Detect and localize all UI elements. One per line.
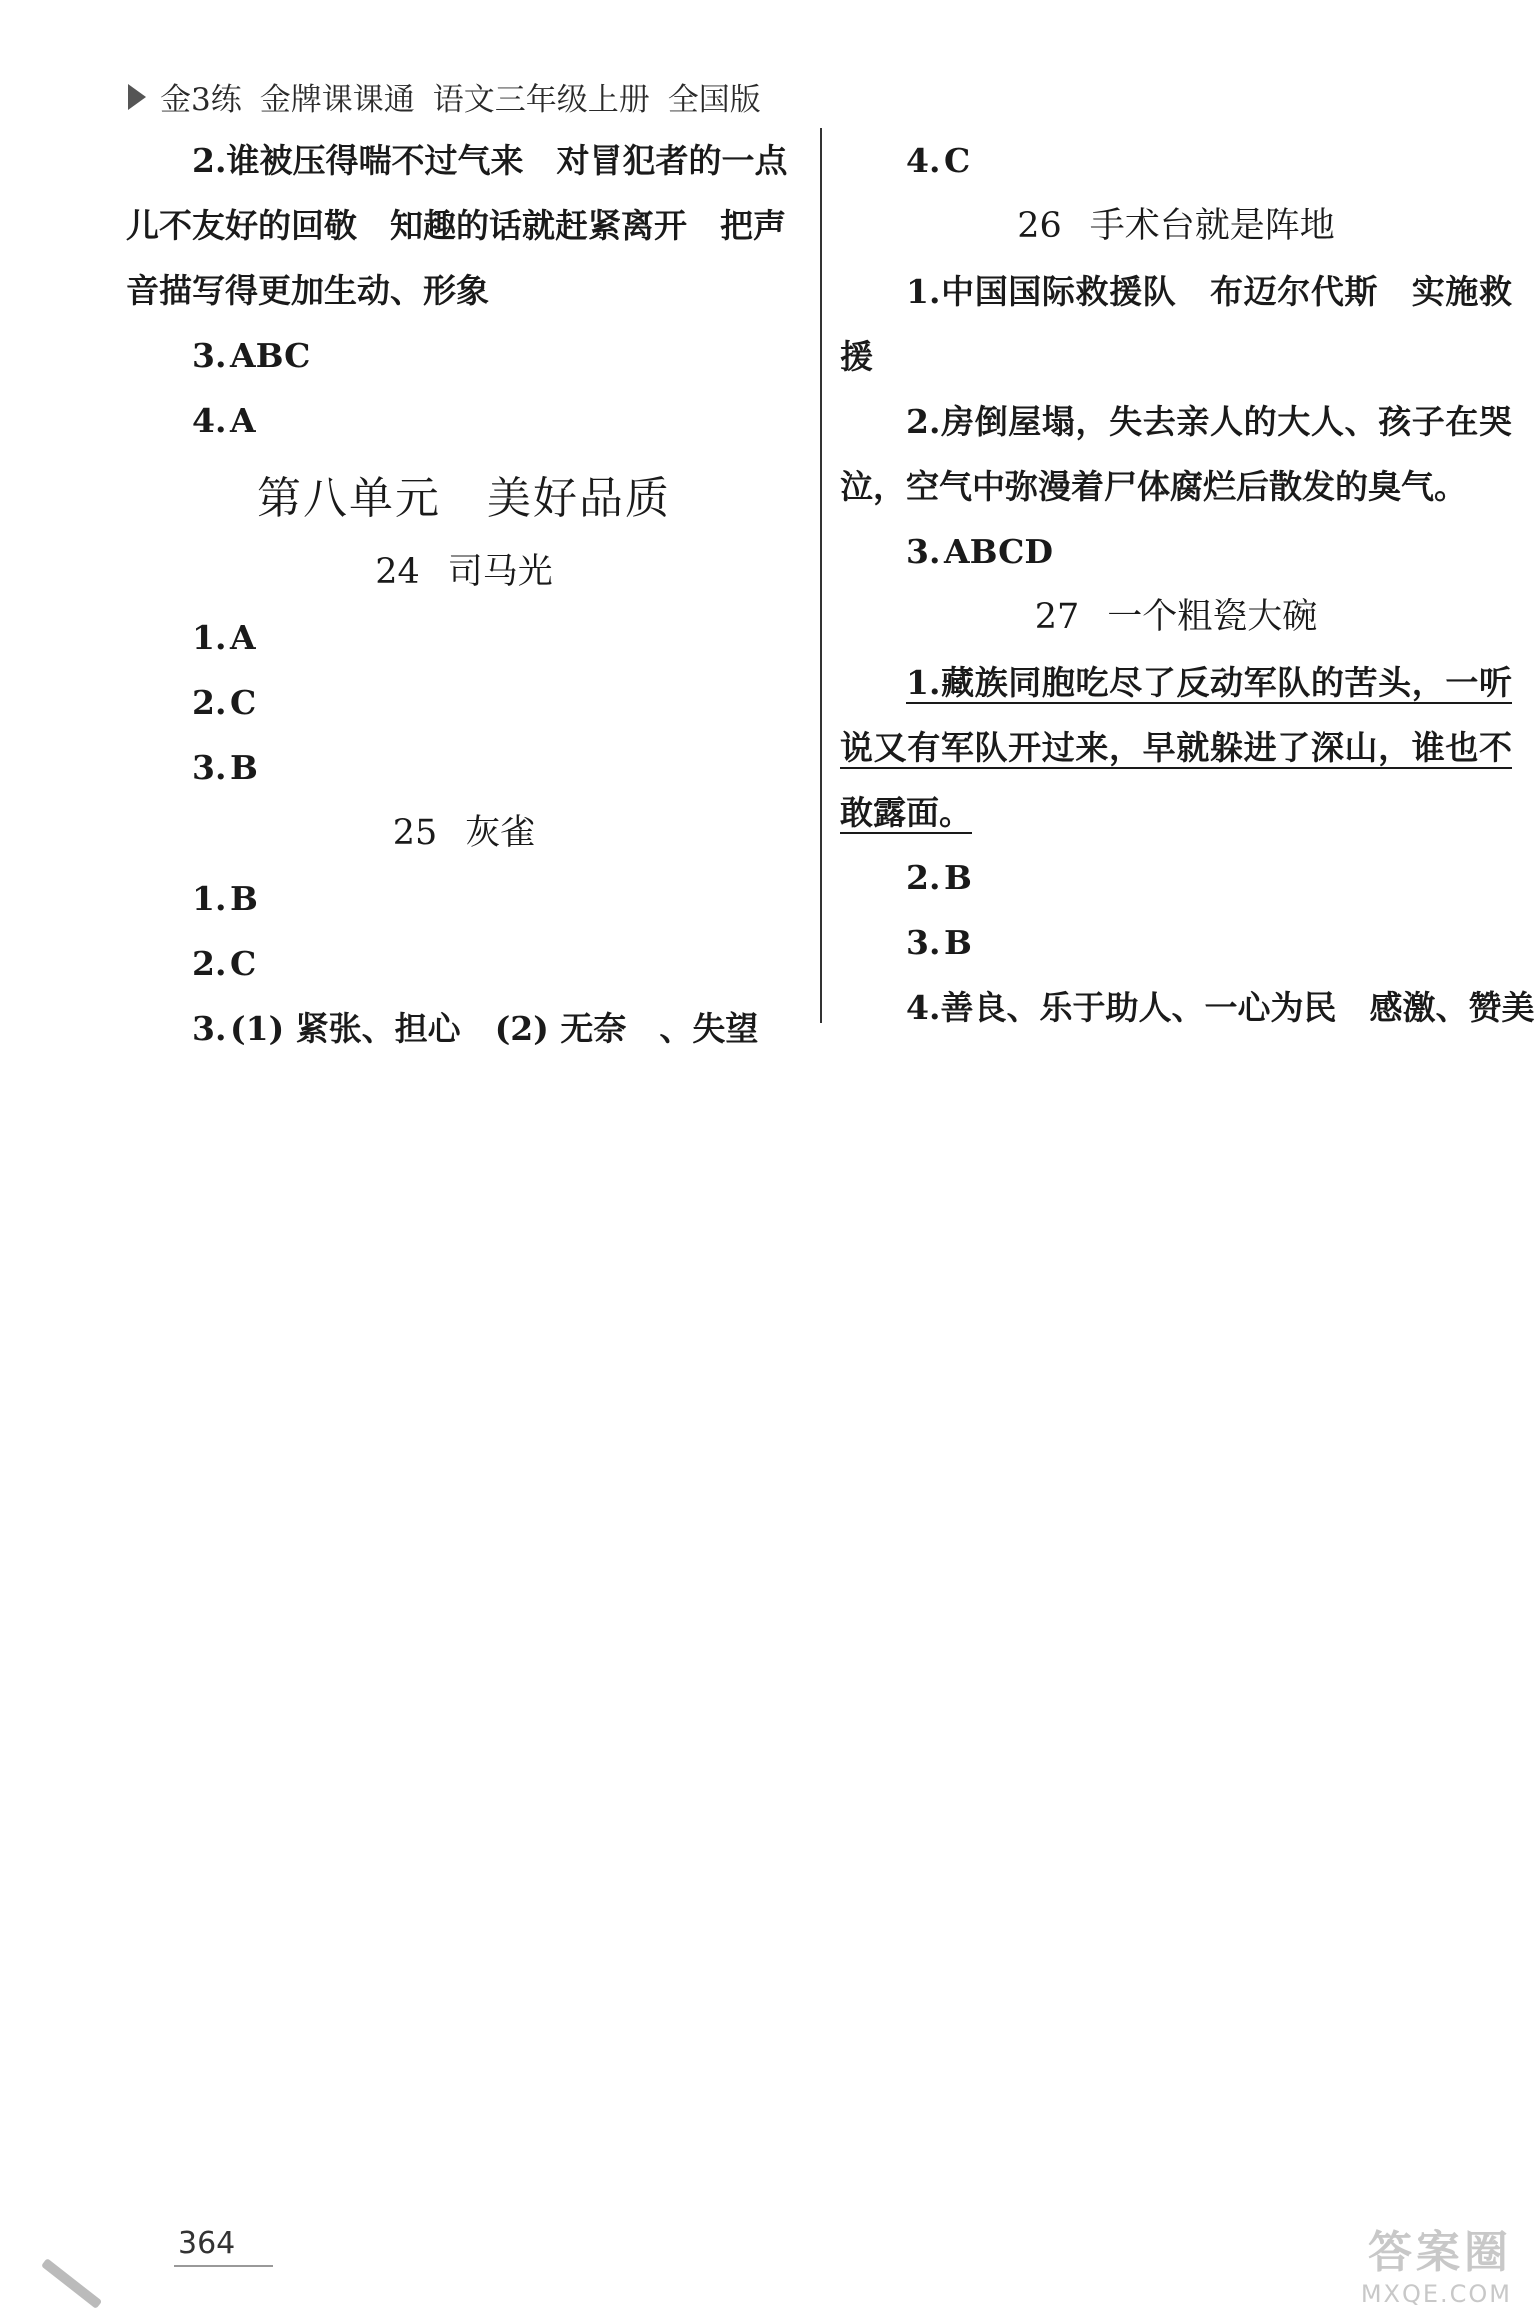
watermark-logo-text: 答案圈 [1368, 2227, 1512, 2278]
answer-item: 1. B [192, 879, 258, 918]
watermark-url: MXQE.COM [1360, 2280, 1512, 2308]
lesson-heading: 27 一个粗瓷大碗 [1034, 597, 1318, 637]
answer-item: 3. ABC [192, 336, 311, 375]
triangle-bullet-icon [128, 84, 146, 110]
lesson-heading: 24 司马光 [375, 552, 553, 592]
answer-item: 3. B [192, 748, 258, 787]
pencil-icon [41, 2258, 102, 2309]
answer-line: 儿不友好的回敬 知趣的话就赶紧离开 把声 [126, 206, 786, 245]
unit-title: 第八单元 美好品质 [257, 473, 671, 524]
answer-line: 2.谁被压得喘不过气来 对冒犯者的一点 [192, 141, 788, 180]
answer-item: 3. B [906, 923, 972, 962]
answer-item: 2. C [192, 944, 257, 983]
answer-line: 音描写得更加生动、形象 [126, 271, 489, 310]
page-number: 364 [174, 2226, 273, 2267]
answer-item: 3. ABCD [906, 532, 1053, 571]
running-header [128, 74, 779, 119]
header-series: 金牌课课通 [259, 82, 415, 118]
answer-paragraph-underlined: 1.藏族同胞吃尽了反动军队的苦头，一听说又有军队开过来，早就躲进了深山，谁也不敢露面。 [840, 663, 1512, 832]
answer-line: 4.善良、乐于助人、一心为民 感激、赞美 [906, 988, 1535, 1027]
lesson-heading: 25 灰雀 [392, 813, 536, 853]
page-footer [44, 2226, 273, 2267]
answer-item: 3. (1) 紧张、担心 (2) 无奈 、失望 [192, 1009, 759, 1048]
header-book: 语文三年级上册 [432, 82, 650, 118]
answer-item: 4. C [906, 141, 971, 180]
answer-item: 2. B [906, 858, 972, 897]
lesson-heading: 26 手术台就是阵地 [1017, 206, 1335, 246]
column-divider [820, 128, 822, 1023]
header-edition: 全国版 [667, 82, 761, 118]
watermark [1361, 2216, 1512, 2308]
answer-paragraph: 1.中国国际救援队 布迈尔代斯 实施救援 [840, 272, 1512, 376]
right-column [840, 128, 1535, 1040]
answer-paragraph: 2.房倒屋塌，失去亲人的大人、孩子在哭泣，空气中弥漫着尸体腐烂后散发的臭气。 [840, 402, 1512, 506]
header-brand: 金3练 [160, 82, 242, 118]
answer-item: 2. C [192, 683, 257, 722]
answer-item: 1. A [192, 618, 256, 657]
answer-item: 4. A [192, 401, 256, 440]
left-column [126, 128, 802, 1061]
